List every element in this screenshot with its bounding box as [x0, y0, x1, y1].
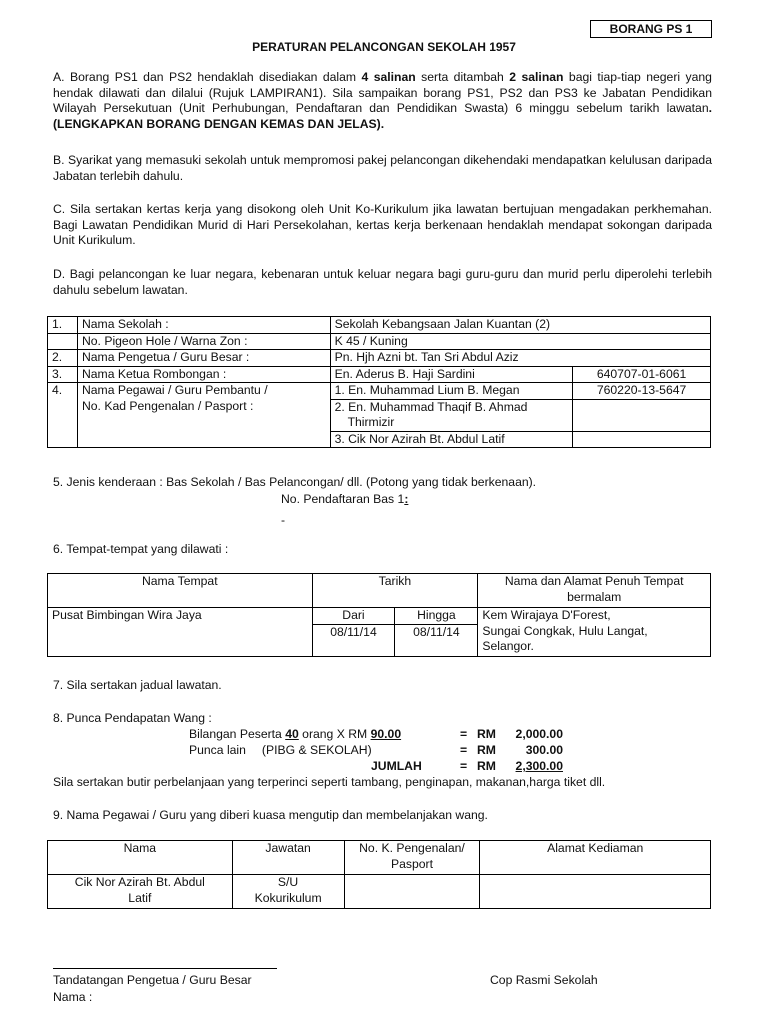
principal-value: Pn. Hjh Azni bt. Tan Sri Abdul Aziz [330, 350, 710, 367]
officer-ic [344, 875, 480, 909]
paragraph-d: D. Bagi pelancongan ke luar negara, kebenaran untuk keluar negara bagi guru-guru dan murid perlu diperolehi terlebih dahulu sebelum lawatan. [53, 267, 712, 297]
header-name: Nama [48, 841, 233, 875]
pigeon-hole-label: No. Pigeon Hole / Warna Zon : [77, 333, 330, 350]
row-number: 2. [48, 350, 78, 367]
currency-label: RM [477, 743, 496, 757]
income-heading: 8. Punca Pendapatan Wang : [53, 711, 212, 725]
paragraph-c: C. Sila sertakan kertas kerja yang disokong oleh Unit Ko-Kurikulum jika lawatan bertujuan mengadakan perkhemahan. Bagi Lawatan Pendidikan Murid di Hari Persekolahan, kertas kerja berkenaan hendaklah mendapat sokongan daripada Unit Kurikulum. [53, 202, 712, 248]
income-participants: Bilangan Peserta 40 orang X RM 90.00 [189, 727, 402, 741]
equals-sign: = [460, 727, 468, 741]
row-number: 4. [48, 383, 78, 448]
places-table [47, 573, 711, 657]
to-date: 08/11/14 [395, 624, 478, 656]
row-number: 1. [48, 317, 78, 334]
from-date: 08/11/14 [312, 624, 395, 656]
row-number: 3. [48, 366, 78, 383]
assistant-2: 2. En. Muhammad Thaqif B. Ahmad Thirmizir [330, 399, 573, 431]
officer-position: S/U Kokurikulum [232, 875, 344, 909]
page-title: PERATURAN PELANCONGAN SEKOLAH 1957 [252, 40, 516, 54]
income-total-label: JUMLAH [371, 759, 422, 773]
officer-address [480, 875, 711, 909]
to-label: Hingga [395, 608, 478, 625]
paragraph-a: A. Borang PS1 dan PS2 hendaklah disediakan dalam 4 salinan serta ditambah 2 salinan bagi tiap-tiap negeri yang hendak dilawati dan dilalui (Rujuk LAMPIRAN1). Sila sampaikan borang PS1, PS2 dan PS3 ke Jabatan Pendidikan Wilayah Persekutuan (Unit Perhubungan, Pendaftaran dan Pendidikan Swasta) 6 minggu sebelum tarikh lawatan. (LENGKAPKAN BORANG DENGAN KEMAS DAN JELAS). [53, 70, 712, 131]
school-name-label: Nama Sekolah : [77, 317, 330, 334]
assistant-label: Nama Pegawai / Guru Pembantu / No. Kad Pengenalan / Pasport : [77, 383, 330, 448]
schedule-note: 7. Sila sertakan jadual lawatan. [53, 678, 222, 692]
place-name: Pusat Bimbingan Wira Jaya [48, 608, 313, 657]
equals-sign: = [460, 759, 468, 773]
signature-line [53, 968, 277, 969]
header-position: Jawatan [232, 841, 344, 875]
leader-ic: 640707-01-6061 [573, 366, 711, 383]
assistant-2-ic [573, 399, 711, 431]
from-label: Dari [312, 608, 395, 625]
currency-label: RM [477, 727, 496, 741]
signatory-name-label: Nama : [53, 990, 93, 1004]
vehicle-type: 5. Jenis kenderaan : Bas Sekolah / Bas Pelancongan/ dll. (Potong yang tidak berkenaan). [53, 475, 537, 489]
header-address: Alamat Kediaman [480, 841, 711, 875]
equals-sign: = [460, 743, 468, 757]
assistant-1: 1. En. Muhammad Lium B. Megan [330, 383, 573, 400]
officer-name: Cik Nor Azirah Bt. Abdul Latif [48, 875, 233, 909]
row-number [48, 333, 78, 350]
leader-label: Nama Ketua Rombongan : [77, 366, 330, 383]
income-total-amount: 2,300.00 [515, 759, 563, 773]
income-participants-amount: 2,000.00 [515, 727, 563, 741]
assistant-3: 3. Cik Nor Azirah Bt. Abdul Latif [330, 431, 573, 448]
signature-label: Tandatangan Pengetua / Guru Besar [53, 973, 252, 987]
school-name-value: Sekolah Kebangsaan Jalan Kuantan (2) [330, 317, 710, 334]
officer-table [47, 840, 711, 909]
paragraph-b: B. Syarikat yang memasuki sekolah untuk mempromosi pakej pelancongan dikehendaki mendapatkan kelulusan daripada Jabatan terlebih dahulu. [53, 153, 712, 183]
leader-value: En. Aderus B. Haji Sardini [330, 366, 573, 383]
bus-registration: No. Pendaftaran Bas 1: [281, 492, 409, 506]
header-place: Nama Tempat [48, 574, 313, 608]
assistant-3-ic [573, 431, 711, 448]
places-heading: 6. Tempat-tempat yang dilawati : [53, 542, 229, 556]
form-id-box: BORANG PS 1 [590, 20, 712, 38]
expense-note: Sila sertakan butir perbelanjaan yang terperinci seperti tambang, penginapan, makanan,harga tiket dll. [53, 775, 606, 789]
currency-label: RM [477, 759, 496, 773]
header-date: Tarikh [312, 574, 478, 608]
principal-label: Nama Pengetua / Guru Besar : [77, 350, 330, 367]
income-other-amount: 300.00 [525, 743, 563, 757]
officer-heading: 9. Nama Pegawai / Guru yang diberi kuasa mengutip dan membelanjakan wang. [53, 808, 488, 822]
pigeon-hole-value: K 45 / Kuning [330, 333, 710, 350]
school-stamp-label: Cop Rasmi Sekolah [490, 973, 598, 987]
assistant-1-ic: 760220-13-5647 [573, 383, 711, 400]
header-ic: No. K. Pengenalan/ Pasport [344, 841, 480, 875]
stay-address: Kem Wirajaya D'Forest, Sungai Congkak, Hulu Langat, Selangor. [478, 608, 711, 657]
school-info-table [47, 316, 711, 448]
bus-registration-dash: - [281, 513, 286, 527]
header-stay: Nama dan Alamat Penuh Tempat bermalam [478, 574, 711, 608]
income-other: Punca lain (PIBG & SEKOLAH) [189, 743, 372, 757]
